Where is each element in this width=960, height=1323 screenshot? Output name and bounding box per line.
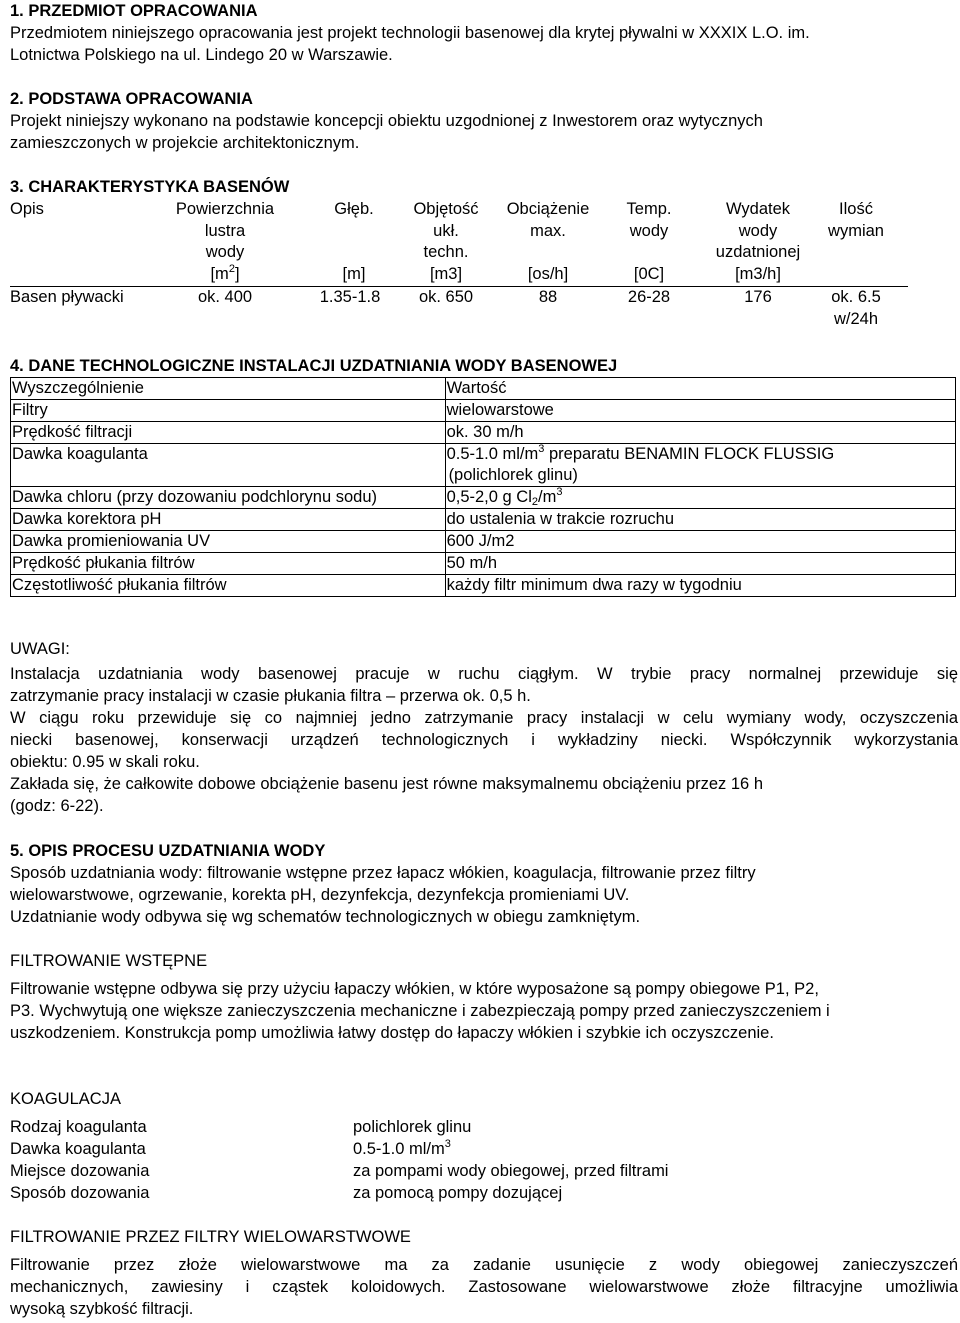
row-glebokosc: 1.35-1.8 [319, 288, 381, 306]
section-5-text-line: Sposób uzdatniania wody: filtrowanie wstępne przez łapacz włókien, koagulacja, filtrowanie przez filtry [10, 864, 756, 882]
row-opis: Basen pływacki [10, 288, 124, 306]
table-row [11, 553, 956, 575]
koagulacja-value: 0.5-1.0 $ml/m^3$ [353, 1138, 451, 1158]
section-2-text-line: Projekt niniejszy wykonano na podstawie koncepcji obiektu uzgodnionej z Inwestorem oraz wytycznych [10, 112, 763, 130]
filtrowanie-wielowarstwowe-heading: FILTROWANIE PRZEZ FILTRY WIELOWARSTWOWE [10, 1228, 411, 1246]
uwagi-text-line: niecki basenowej, konserwacji urządzeń technologicznych i wykładziny niecki. Współczynnik wykorzystania [10, 731, 958, 749]
uwagi-heading: UWAGI: [10, 640, 70, 658]
section-5-text-line: Uzdatnianie wody odbywa się wg schematów technologicznych w obiegu zamkniętym. [10, 908, 641, 926]
table-key: Częstotliwość płukania filtrów [11, 575, 446, 597]
technology-data-table [10, 377, 956, 597]
table-value: 50 m/h [445, 553, 955, 575]
filtrowanie-wielowarstwowe-text-line: mechanicznych, zawiesiny i cząstek koloidowych. Zastosowane wielowarstwowe złoże filtracyjne umożliwia [10, 1278, 958, 1296]
header-wydatek: Wydatek wody uzdatnionej [m3/h] [715, 200, 801, 283]
koagulacja-key: Dawka koagulanta [10, 1140, 146, 1158]
table-key: Dawka promieniowania UV [11, 531, 446, 553]
header-glebokosc: Głęb. [m] [334, 200, 374, 283]
uwagi-text-line: obiektu: 0.95 w skali roku. [10, 753, 200, 771]
table-row [11, 378, 956, 400]
table-row [11, 444, 956, 487]
filtrowanie-wielowarstwowe-text-line: wysoką szybkość filtracji. [10, 1300, 194, 1318]
table-row [11, 531, 956, 553]
uwagi-text-line: Instalacja uzdatniania wody basenowej pracuje w ruchu ciągłym. W trybie pracy normalnej przewiduje się [10, 665, 958, 683]
uwagi-text-line: W ciągu roku przewiduje się co najmniej jedno zatrzymanie pracy instalacji w celu wymiany wody, oczyszczenia [10, 709, 958, 727]
koagulacja-key: Rodzaj koagulanta [10, 1118, 147, 1136]
filtrowanie-wstepne-text-line: uszkodzeniem. Konstrukcja pomp umożliwia łatwy dostęp do łapaczy włókien i szybkie ich oczyszczenie. [10, 1024, 774, 1042]
koagulacja-value: za pomocą pompy dozującej [353, 1184, 563, 1202]
uwagi-text-line: zatrzymanie pracy instalacji w czasie płukania filtra – przerwa ok. 0,5 h. [10, 687, 531, 705]
section-2-heading: 2. PODSTAWA OPRACOWANIA [10, 90, 253, 108]
uwagi-text-line: (godz: 6-22). [10, 797, 104, 815]
row-ilosc-wymian: ok. 6.5 w/24h [831, 288, 881, 328]
koagulacja-key: Sposób dozowania [10, 1184, 150, 1202]
table-key: Wyszczególnienie [11, 378, 446, 400]
section-5-heading: 5. OPIS PROCESU UZDATNIANIA WODY [10, 842, 326, 860]
section-4-heading: 4. DANE TECHNOLOGICZNE INSTALACJI UZDATNIANIA WODY BASENOWEJ [10, 357, 618, 375]
table-key: Prędkość filtracji [11, 422, 446, 444]
row-temperatura: 26-28 [627, 288, 671, 306]
header-ilosc-wymian: Ilość wymian [828, 200, 884, 240]
table-value: do ustalenia w trakcie rozruchu [445, 509, 955, 531]
table-row [11, 487, 956, 509]
table-value: 600 J/m2 [445, 531, 955, 553]
section-1-text-line: Przedmiotem niniejszego opracowania jest projekt technologii basenowej dla krytej pływalni w XXXIX L.O. im. [10, 24, 810, 42]
table-key: Filtry [11, 400, 446, 422]
uwagi-text-line: Zakłada się, że całkowite dobowe obciążenie basenu jest równe maksymalnemu obciążeniu przez 16 h [10, 775, 763, 793]
table-row [11, 575, 956, 597]
header-opis: Opis [10, 200, 44, 218]
header-temperatura: Temp. wody [0C] [626, 200, 672, 283]
row-wydatek: 176 [744, 288, 772, 306]
koagulacja-heading: KOAGULACJA [10, 1090, 121, 1108]
filtrowanie-wstepne-heading: FILTROWANIE WSTĘPNE [10, 952, 208, 970]
table-value: 0,5-2,0 g $Cl_2/m^3$ [445, 487, 955, 509]
row-obciazenie: 88 [538, 288, 558, 306]
table-row [11, 422, 956, 444]
koagulacja-value: za pompami wody obiegowej, przed filtrami [353, 1162, 669, 1180]
table-key: Prędkość płukania filtrów [11, 553, 446, 575]
table-key: Dawka koagulanta [11, 444, 446, 487]
pool-characteristics-table [10, 199, 908, 333]
table-value: ok. 30 m/h [445, 422, 955, 444]
filtrowanie-wielowarstwowe-text-line: Filtrowanie przez złoże wielowarstwowe ma za zadanie usunięcie z wody obiegowej zanieczyszczeń [10, 1256, 958, 1274]
header-powierzchnia: Powierzchnia lustra wody $[m^2]$ [175, 200, 275, 283]
table-value: każdy filtr minimum dwa razy w tygodniu [445, 575, 955, 597]
row-objetosc: ok. 650 [418, 288, 474, 306]
row-powierzchnia: ok. 400 [197, 288, 253, 306]
table-row [11, 509, 956, 531]
table-value: 0.5-1.0 $ml/m^3$ preparatu BENAMIN FLOCK FLUSSIG (polichlorek glinu) [445, 444, 955, 487]
table-key: Dawka chloru (przy dozowaniu podchlorynu sodu) [11, 487, 446, 509]
section-1-text-line: Lotnictwa Polskiego na ul. Lindego 20 w Warszawie. [10, 46, 393, 64]
table-row [11, 400, 956, 422]
koagulacja-key: Miejsce dozowania [10, 1162, 150, 1180]
header-objetosc: Objętość ukł. techn. [m3] [413, 200, 479, 283]
table-value: Wartość [445, 378, 955, 400]
section-2-text-line: zamieszczonych w projekcie architektonicznym. [10, 134, 360, 152]
koagulacja-value: polichlorek glinu [353, 1118, 472, 1136]
filtrowanie-wstepne-text-line: P3. Wychwytują one większe zanieczyszczenia mechaniczne i zabezpieczają pompy przed zanieczyszczeniem i [10, 1002, 830, 1020]
filtrowanie-wstepne-text-line: Filtrowanie wstępne odbywa się przy użyciu łapaczy włókien, w które wyposażone są pompy obiegowe P1, P2, [10, 980, 819, 998]
section-1-heading: 1. PRZEDMIOT OPRACOWANIA [10, 2, 258, 20]
header-obciazenie: Obciążenie max. [os/h] [506, 200, 590, 283]
table-key: Dawka korektora pH [11, 509, 446, 531]
section-5-text-line: wielowarstwowe, ogrzewanie, korekta pH, dezynfekcja, dezynfekcja promieniami UV. [10, 886, 630, 904]
section-3-heading: 3. CHARAKTERYSTYKA BASENÓW [10, 178, 290, 196]
table-value: wielowarstowe [445, 400, 955, 422]
